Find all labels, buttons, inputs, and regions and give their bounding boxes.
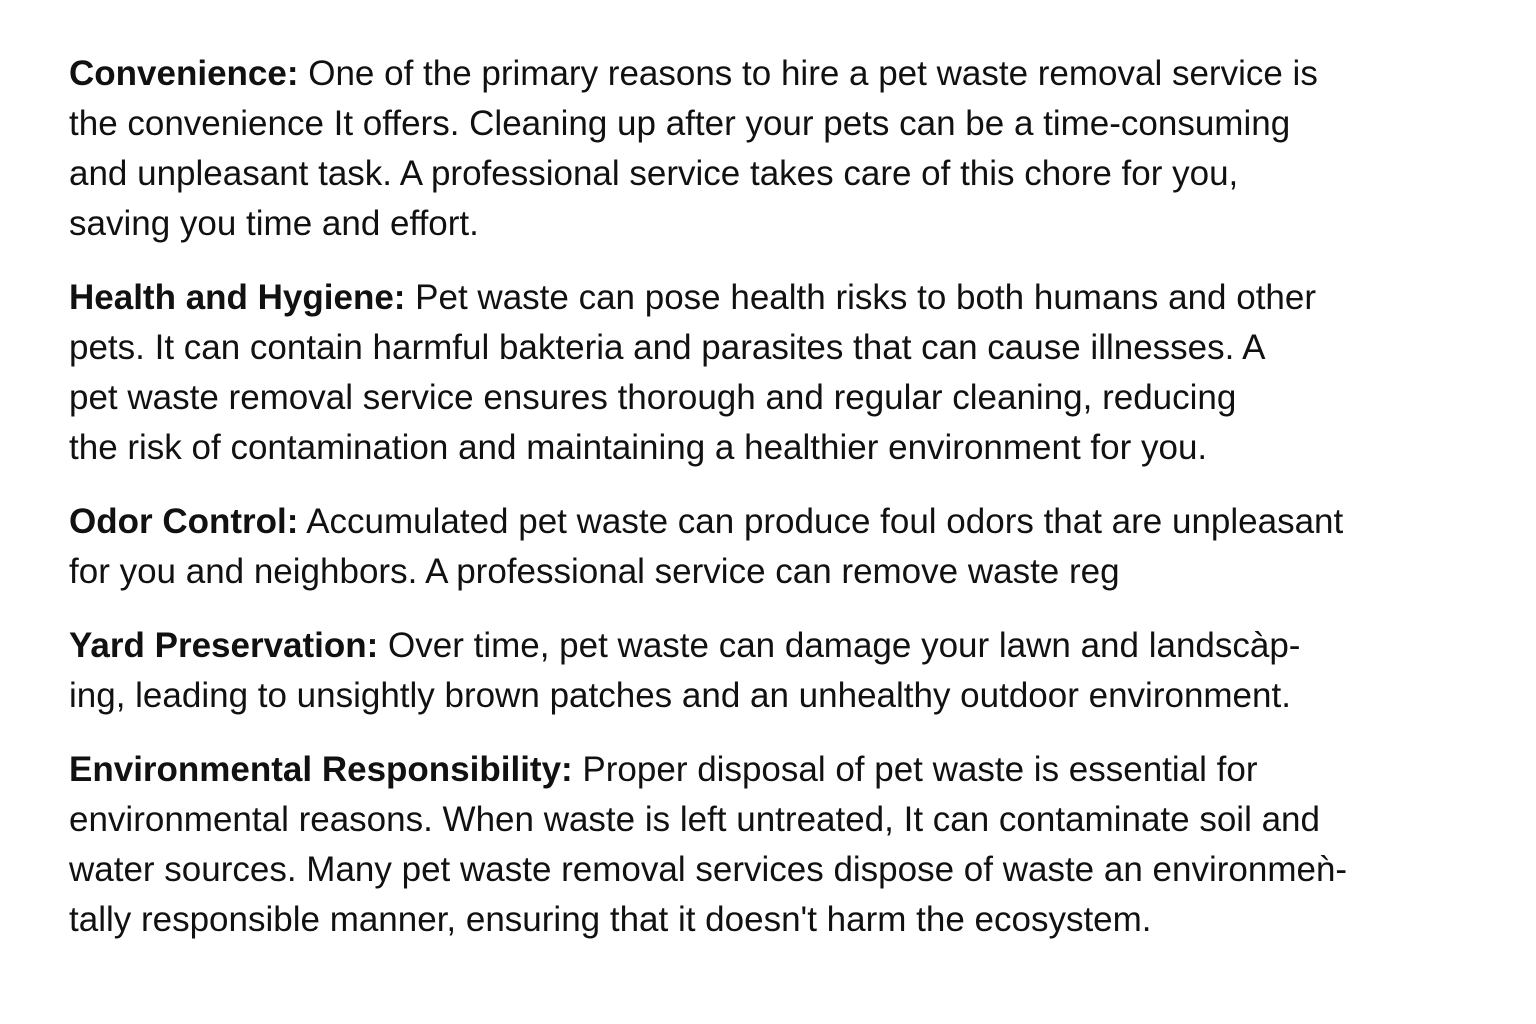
term-yard-preservation: Yard Preservation: [69,626,379,665]
text-line: ing, leading to unsightly brown patches and an unhealthy outdoor environment. [69,676,1291,715]
text-line [69,273,1489,323]
text-line: for you and neighbors. A professional service can remove waste reg [69,552,1120,591]
paragraph-odor-control [69,497,1489,597]
line-text: One of the primary reasons to hire a pet waste removal service is [298,54,1318,93]
term-convenience: Convenience: [69,54,299,93]
text-line: the convenience It offers. Cleaning up after your pets can be a time-consuming [69,104,1291,143]
text-line: tally responsible manner, ensuring that it doesn't harm the ecosystem. [69,900,1152,939]
line-text: Pet waste can pose health risks to both humans and other [405,278,1316,317]
line-text: Over time, pet waste can damage your lawn and landscàp- [378,626,1301,665]
paragraph-environmental-responsibility [69,745,1489,945]
text-line: and unpleasant task. A professional service takes care of this chore for you, [69,154,1239,193]
document-body [69,49,1489,969]
term-environmental-responsibility: Environmental Responsibility: [69,750,573,789]
text-line: environmental reasons. When waste is left untreated, It can contaminate soil and [69,800,1320,839]
text-line [69,621,1489,671]
paragraph-yard-preservation [69,621,1489,721]
paragraph-health-and-hygiene [69,273,1489,473]
text-line [69,497,1489,547]
text-line: pets. It can contain harmful bakteria and parasites that can cause illnesses. A [69,328,1266,367]
line-text: Accumulated pet waste can produce foul odors that are unpleasant [298,502,1344,541]
term-health-and-hygiene: Health and Hygiene: [69,278,406,317]
text-line [69,745,1489,795]
text-line: the risk of contamination and maintaining a healthier environment for you. [69,428,1208,467]
line-text: Proper disposal of pet waste is essential for [572,750,1258,789]
term-odor-control: Odor Control: [69,502,299,541]
text-line: water sources. Many pet waste removal services dispose of waste an environmeǹ- [69,850,1348,889]
text-line [69,49,1489,99]
text-line: saving you time and effort. [69,204,479,243]
paragraph-convenience [69,49,1489,249]
text-line: pet waste removal service ensures thorough and regular cleaning, reducing [69,378,1237,417]
